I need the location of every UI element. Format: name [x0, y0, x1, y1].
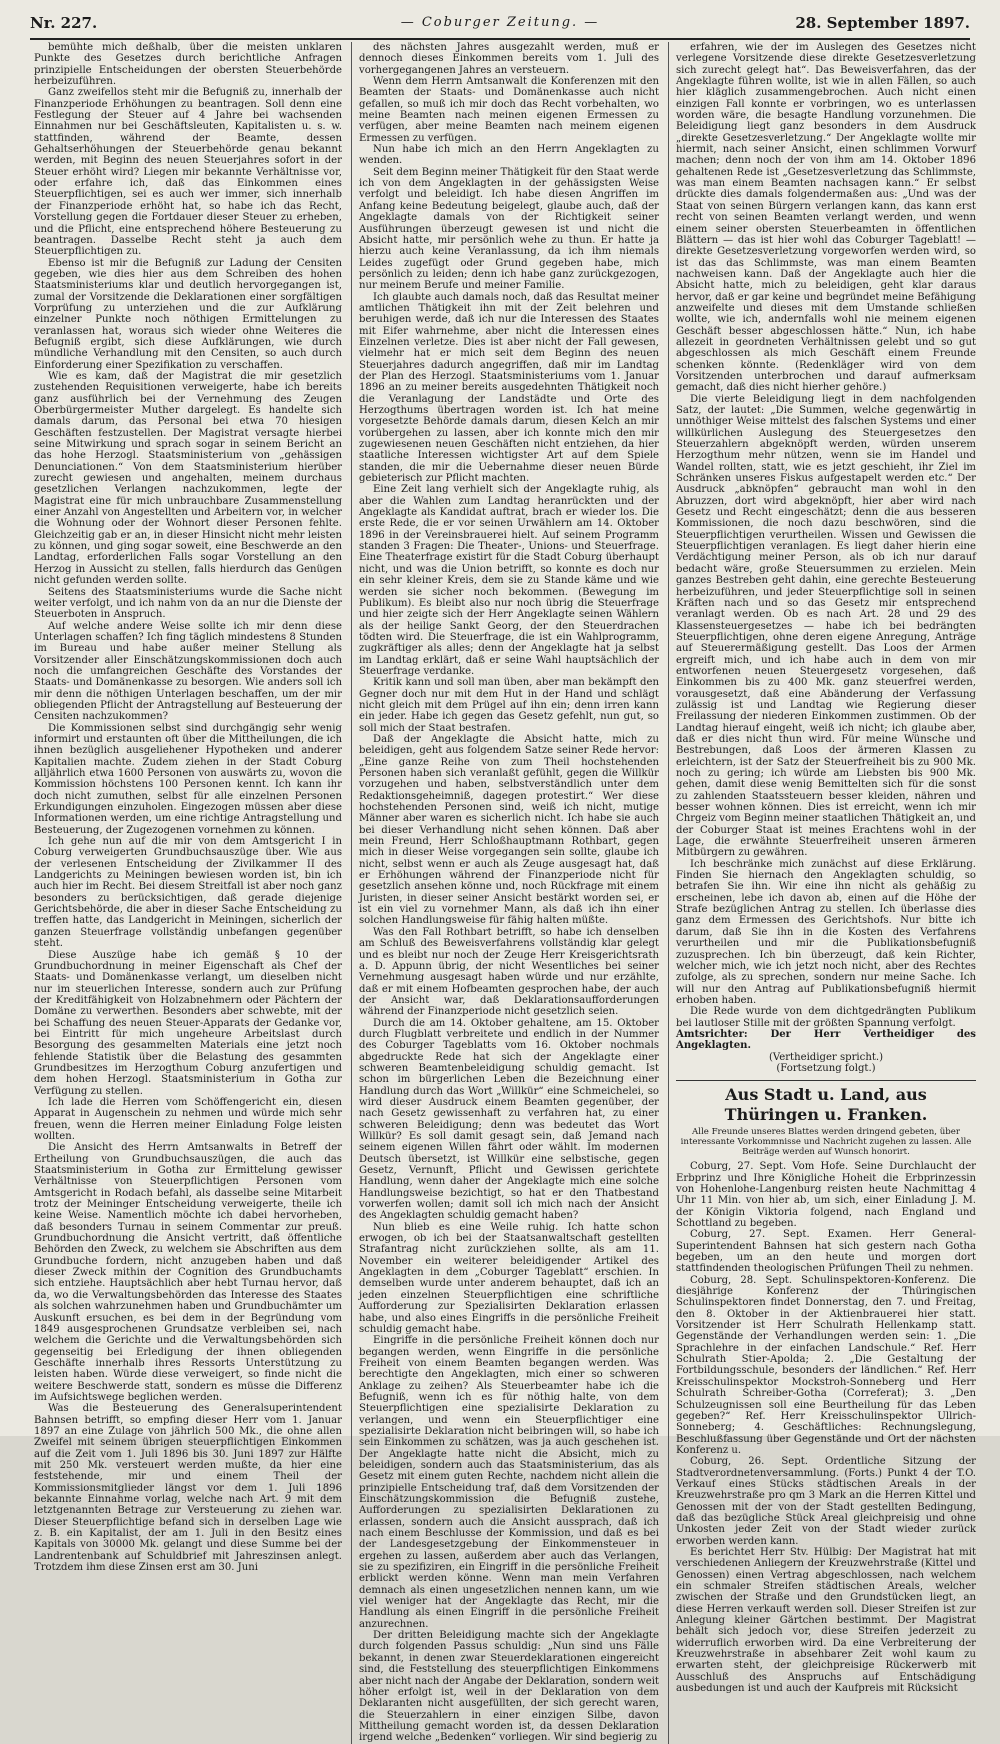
paragraph: Die vierte Beleidigung liegt in dem nachfolgenden Satz, der lautet: „Die Summen, welche gegenwärtig in unnöthiger Weise mittelst des falschen Systems und einer willkürlichen Auslegung des Steuergesetzes den Steuerzahlern abgeknöpft werden, würden unserem Herzogthum mehr nützen, wenn sie im Handel und Wandel rollten, statt, wie es jetzt geschieht, ihr Ziel im Schränken unseres Fiskus aufgestapelt werden etc.“ Der Ausdruck „abknöpfen“ gebraucht man wohl in den Abruzzen, dort wird abgeknöpft, hier aber wird nach Gesetz und Recht eingeschätzt; denn die aus besseren Kommissionen, die noch dazu beschwören, sind die Steuerpflichtigen verurtheilen. Wissen und Gewissen die Steuerpflichtigen veranlagen. Es liegt daher hierin eine Verdächtigung meiner Person, als ob ich nur darauf bedacht wäre, große Steuersummen zu erzielen. Mein ganzes Bestreben geht dahin, eine gerechte Besteuerung herbeizuführen, und jeder Steuerpflichtige soll in seinen Kräften nach und so das Gesetz mir entsprechend veranlagt werden. Ob es nach Art. 28 und 29 des Klassensteuergesetzes — habe ich bei bedrängten Steuerpflichtigen, ohne deren eigene Anregung, Anträge auf Steuerermäßigung gestellt. Das Loos der Armen ergreift mich, und ich habe auch in dem von mir entworfenen neuen Steuergesetz vorgesehen, daß Einkommen bis zu 400 Mk. ganz steuerfrei werden, vorausgesetzt, daß eine Abänderung der Verfassung zulässig ist und Landtag wie Regierung dieser Freilassung der niederen Einkommen zustimmen. Ob der Landtag hierauf eingeht, weiß ich nicht; ich glaube aber, daß er dies nicht thun wird. Für meine Wünsche und Bestrebungen, daß Loos der ärmeren Klassen zu erleichtern, ist der Satz der Steuerfreiheit bis zu 900 Mk. noch zu gering; ich würde am Liebsten bis 900 Mk. gehen, damit diese wenig Bemittelten sich für die sonst zu zahlenden Staatssteuern besser kleiden, nähren und besser wohnen können. Dies ist erreicht, wenn ich mir Chrgeiz vom Beginn meiner staatlichen Thätigkeit an, und der Coburger Staat ist meines Erachtens wohl in der Lage, die erwähnte Steuerfreiheit unseren ärmeren Mitbürgern zu gewähren. — [676, 393, 976, 859]
paragraph: Was den Fall Rothbart betrifft, so habe ich denselben am Schluß des Beweisverfahrens vollständig klar gelegt und es bleibt nur noch der Zeuge Herr Kreisgerichtsrath a. D. Appunn übrig, der nicht Wesentliches bei seiner Vernehmung ausgesagt haben würde und nur erzählte, daß er mit einem Hofbeamten gesprochen habe, der auch der Ansicht war, daß Deklarationsaufforderungen während der Finanzperiode nicht gesetzlich seien. — [359, 926, 659, 1018]
column-3 — [668, 42, 976, 1744]
paragraph: Ganz zweifellos steht mir die Befugniß zu, innerhalb der Finanzperiode Erhöhungen zu beantragen. Soll denn eine Festlegung der Steuer auf 4 Jahre bei wachsenden Einnahmen nur bei Geschäftsleuten, Kapitalisten u. s. w. stattfinden, während der Beamte, dessen Gehaltserhöhungen der Steuerbehörde genau bekannt werden, mit Beginn des neuen Steuerjahres sofort in der Steuer erhöht wird? Liegen mir bekannte Verhältnisse vor, oder erfahre ich, daß das Einkommen eines Steuerpflichtigen, sei es auch wer immer, sich innerhalb der Finanzperiode erhöht hat, so habe ich das Recht, Vorstellung gegen die Fortdauer dieser Steuer zu erheben, und die Pflicht, eine entsprechend höhere Besteuerung zu beantragen. Dasselbe Recht steht ja auch dem Steuerpflichtigen zu. — [34, 87, 342, 258]
paragraph: erfahren, wie der im Auslegen des Gesetzes nicht verlegene Vorsitzende diese direkte Gesetzesverletzung sich zurecht gelegt hat“. Das Beweisverfahren, das der Angeklagte führen wollte, ist wie in allen Fällen, so auch hier kläglich zusammengebrochen. Auch nicht einen einzigen Fall konnte er vorbringen, wo es unterlassen worden wäre, die besagte Handlung vorzunehmen. Die Beleidigung liegt ganz besonders in dem Ausdruck „direkte Gesetzesverletzung.“ Der Angeklagte wollte mir hiermit, nach seiner Ansicht, einen schlimmen Vorwurf machen; denn noch der von ihm am 14. Oktober 1896 gehaltenen Rede ist „Gesetzesverletzung das Schlimmste, was man einem Beamten nachsagen kann.“ Er selbst drückte dies damals folgendermaßen aus: „Und was der Staat von seinen Bürgern verlangen kann, das kann erst recht von seinen Beamten verlangt werden, und wenn einem seiner obersten Steuerbeamten in öffentlichen Blättern — das ist hier wohl das Coburger Tageblatt! — direkte Gesetzesverletzung vorgeworfen werden wird, so ist das das Schlimmste, was man einem Beamten nachweisen kann. Daß der Angeklagte auch hier die Absicht hatte, mich zu beleidigen, geht klar daraus hervor, daß er gar keine und begründet meine Befähigung anzweifelte und dieses mit dem Umstande schließen wollte, wie ich, andernfalls wohl nie meinem eigenen Geschäft besser abgeschlossen hätte.“ Nun, ich habe allezeit in geordneten Verhältnissen gelebt und so gut abgeschlossen als mich Geschäft einem Freunde schenken könnte. (Redenkläger wird von dem Vorsitzenden unterbrochen und darauf aufmerksam gemacht, daß dies nicht hierher gehöre.) — [676, 42, 976, 394]
columns — [34, 42, 976, 1744]
continued-line: (Fortsetzung folgt.) — [776, 1062, 876, 1074]
paragraph: Wenn dem Herrn Amtsanwalt die Konferenzen mit den Beamten der Staats- und Domänenkasse auch nicht gefallen, so muß ich mir doch das Recht vorbehalten, wo meine Beamten nach meinen eigenen Ermessen zu verfügen, aber meine Beamten nach meinem eigenen Ermessen zu verfügen. — [359, 76, 659, 144]
paragraph: Die Rede wurde von dem dichtgedrängten Publikum bei lautloser Stille mit der größten Spannung verfolgt. — [676, 1006, 976, 1029]
paragraph: Seitens des Staatsministeriums wurde die Sache nicht weiter verfolgt, und ich nahm von da an nur die Dienste der Steuerboten in Anspruch. — [34, 586, 342, 621]
paragraph: Coburg, 27. Sept. Vom Hofe. Seine Durchlaucht der Erbprinz und Ihre Königliche Hoheit die Erbprinzessin von Hohenlohe-Langenburg reisten heute Nachmittag 4 Uhr 11 Min. von hier ab, um sich, einer Einladung J. M. der Königin Viktoria folgend, nach England und Schottland zu begeben. — [676, 1161, 976, 1229]
local-news — [676, 1161, 976, 1694]
issue-date: 28. September 1897. — [795, 14, 970, 32]
paragraph: Seit dem Beginn meiner Thätigkeit für den Staat werde ich von dem Angeklagten in der gehässigsten Weise verfolgt und beleidigt. Ich habe diesen Angriffen im Anfang keine Bedeutung beigelegt, glaube auch, daß der Angeklagte damals von der Richtigkeit seiner Ausführungen überzeugt gewesen ist und nicht die Absicht hatte, mir persönlich wehe zu thun. Er hatte ja hierzu auch keine Veranlassung, da ich ihm niemals Leides zugefügt oder Grund gegeben habe, mich persönlich zu leiden; denn ich habe ganz zurückgezogen, nur meinem Berufe und meiner Familie. — [359, 166, 659, 292]
section-heading: Aus Stadt u. Land, aus Thüringen u. Franken. — [676, 1080, 976, 1125]
paragraph: des nächsten Jahres ausgezahlt werden, muß er dennoch dieses Einkommen bereits vom 1. Juli des vorhergegangenen Jahres an versteuern. — [359, 42, 659, 76]
paragraph: Eine Zeit lang verhielt sich der Angeklagte ruhig, als aber die Wahlen zum Landtag heranrückten und der Angeklagte als Kandidat auftrat, brach er wieder los. Die erste Rede, die er vor seinen Urwählern am 14. Oktober 1896 in der Vereinsbrauerei hielt. Auf seinem Programm standen 3 Fragen: Die Theater-, Unions- und Steuerfrage. Eine Theaterfrage existirt für die Stadt Coburg überhaupt nicht, und was die Union betrifft, so konnte es doch nur ein sehr kleiner Kreis, dem sie zu Stande käme und wie werden sie sicher noch bekommen. (Bewegung im Publikum). Es bleibt also nur noch übrig die Steuerfrage und hier zeigte sich der Herr Angeklagte seinen Wählern als der heilige Sankt Georg, der den Steuerdrachen tödten wird. Die Steuerfrage, die ist ein Wahlprogramm, zugkräftiger als alles; denn der Angeklagte hat ja selbst im Landtag erklärt, daß er seine Wahl hauptsächlich der Steuerfrage verdanke. — [359, 484, 659, 677]
paragraph: Coburg, 28. Sept. Schulinspektoren-Konferenz. Die diesjährige Konferenz der Thüringischen Schulinspektoren findet Donnerstag, den 7. und Freitag, den 8. Oktober in der Aktienbrauerei hier statt. Vorsitzender ist Herr Schulrath Hellenkamp statt. Gegenstände der Verhandlungen werden sein: 1. „Die Sprachlehre in der einfachen Landschule.“ Ref. Herr Schulrath Stier-Apolda; 2. „Die Gestaltung der Fortbildungsschule, besonders der ländlichen.“ Ref. Herr Kreisschulinspektor Mockstroh-Sonneberg und Herr Schulrath Schreiber-Gotha (Correferat); 3. „Den Schulzeugnissen soll eine Beurtheilung für das Leben gegeben?“ Ref. Herr Kreisschulinspektor Ullrich-Sonneberg; 4. Geschäftliches: Rechnungslegung, Beschlußfassung über Gegenstände und Ort der nächsten Konferenz u. — [676, 1274, 976, 1456]
paragraph: Wie es kam, daß der Magistrat die mir gesetzlich zustehenden Requisitionen verweigerte, habe ich bereits ganz ausführlich bei der Vernehmung des Zeugen Oberbürgermeister Muther dargelegt. Es handelte sich damals darum, das Personal bei etwa 70 hiesigen Geschäften festzustellen. Der Magistrat versagte hierbei seine Mitwirkung und sprach sogar in seinem Bericht an das hohe Herzogl. Staatsministerium von „gehässigen Denunciationen.“ Von dem Staatsministerium hierüber zurecht gewiesen und angehalten, meinem durchaus gesetzlichen Verlangen nachzukommen, legte der Magistrat eine für mich unbrauchbare Zusammenstellung einer Anzahl von Angestellten und Arbeitern vor, in welcher die Wohnung oder der Wohnort dieser Personen fehlte. Gleichzeitig gab er an, in dieser Hinsicht nicht mehr leisten zu können, und ging sogar soweit, eine Beschwerde an den Landtag, erforderlichen Falls sogar Vorstellung an den Herzog in Aussicht zu stellen, falls hierdurch das Genügen nicht gefunden werden sollte. — [34, 370, 342, 587]
paragraph: Eingriffe in die persönliche Freiheit können doch nur begangen werden, wenn Eingriffe in die persönliche Freiheit von einem Beamten begangen werden. Was berechtigte den Angeklagten, mich einer so schweren Anklage zu zeihen? Als Steuerbeamter habe ich die Befugniß, wenn ich es für nöthig halte, von dem Steuerpflichtigen eine spezialisirte Deklaration zu verlangen, und wenn ein Steuerpflichtiger eine spezialisirte Deklaration nicht beibringen will, so habe ich sein Einkommen zu schätzen, was ja auch geschehen ist. Der Angeklagte hatte nicht die Absicht, mich zu beleidigen, sondern auch das Staatsministerium, das als Gesetz mit einem guten Rechte, nachdem nicht allein die prinzipielle Entscheidung traf, daß dem Vorsitzenden der Einschätzungskommission die Befugniß zustehe, Aufforderungen zu spezialisirten Deklarationen zu erlassen, sondern auch die Ansicht aussprach, daß ich nach einem Beschlusse der Kommission, und daß es bei der Landesgesetzgebung der Einkommensteuer in ergehen zu lassen, außerdem aber auch das Verlangen, sie zu spezifiziren, ein Eingriff in die persönliche Freiheit erblickt werden könne. Wenn man mein Verfahren demnach als einen ungesetzlichen nennen kann, um wie viel weniger hat der Angeklagte das Recht, mir die Handlung als einen Eingriff in die persönliche Freiheit anzurechnen. — [359, 1335, 659, 1630]
column-1 — [34, 42, 342, 1744]
paragraph: Daß der Angeklagte die Absicht hatte, mich zu beleidigen, geht aus folgendem Satze seiner Rede hervor: „Eine ganze Reihe von zum Theil hochstehenden Personen haben sich veranlaßt gefühlt, gegen die Willkür vorzugehen und haben, selbstverständlich unter dem Redaktionsgeheimniß, dagegen protestirt.“ Wer diese hochstehenden Personen sind, weiß ich nicht, mutige Männer aber waren es sicherlich nicht. Ich habe sie auch bei dieser Verhandlung nicht sehen können. Daß aber mein Freund, Herr Schloßhauptmann Rothbart, gegen mich in dieser Weise vorgegangen sein sollte, glaube ich nicht, selbst wenn er auch als Zeuge ausgesagt hat, daß er Erhöhungen während der Finanzperiode nicht für gesetzlich ansehen könne und, noch Rückfrage mit einem Juristen, in dieser seiner Ansicht bestärkt worden sei, er ist ein viel zu vornehmer Mann, als daß ich ihn einer solchen Handlungsweise für fähig halten müßte. — [359, 733, 659, 927]
column-2 — [351, 42, 659, 1744]
paragraph: Kritik kann und soll man üben, aber man bekämpft den Gegner doch nur mit dem Hut in der Hand und schlägt nicht gleich mit dem Prügel auf ihn ein; denn irren kann ein jeder. Habe ich gegen das Gesetz gefehlt, nun gut, so soll mich der Staat bestrafen. — [359, 677, 659, 734]
paragraph: Ich glaubte auch damals noch, daß das Resultat meiner amtlichen Thätigkeit ihn mit der Zeit belehren und beruhigen werde, daß ich nur die Interessen des Staates mit Eifer wahrnehme, aber nicht die Interessen eines Einzelnen verletze. Dies ist aber nicht der Fall gewesen, vielmehr hat er mich seit dem Beginn des neuen Steuerjahres dadurch angegriffen, daß mir im Landtag der Plan des Herzogl. Staatsministeriums vom 1. Januar 1896 an zu meiner bereits ausgedehnten Thätigkeit noch die Veranlagung der Landstädte und Orte des Herzogthums übertragen worden ist. Ich hat meine vorgesetzte Behörde damals darum, diesen Kelch an mir vorübergehen zu lassen, aber ich konnte mich den mir zugewiesenen neuen Geschäften nicht entziehen, da hier staatliche Interessen wichtigster Art auf dem Spiele standen, die mir die Uebernahme dieser neuen Bürde gebieterisch zur Pflicht machten. — [359, 291, 659, 485]
paragraph: Was die Besteuerung des Generalsuperintendent Bahnsen betrifft, so empfing dieser Herr vom 1. Januar 1897 an eine Zulage von jährlich 500 Mk., die ohne allen Zweifel mit seinem übrigen steuerpflichtigen Einkommen auf die Zeit vom 1. Juli 1896 bis 30. Juni 1897 zur Hälfte mit 250 Mk. versteuert werden mußte, da hier eine feststehende, mir und einem Theil der Kommissionsmitglieder längst vor dem 1. Juli 1896 bekannte Einnahme vorlag, welche nach Art. 9 mit dem letztgenannten Betrage zur Versteuerung zu ziehen war. Dieser Steuerpflichtige befand sich in derselben Lage wie z. B. ein Kapitalist, der am 1. Juli in den Besitz eines Kapitals von 30000 Mk. gelangt und diese Summe bei der Landrentenbank auf Schuldbrief mit Jahreszinsen anlegt. Trotzdem ihm diese Zinsen erst am 30. Juni — [34, 1403, 342, 1574]
paragraph: Der dritten Beleidigung machte sich der Angeklagte durch folgenden Passus schuldig: „Nun sind uns Fälle bekannt, in denen zwar Steuerdeklarationen eingereicht sind, die Feststellung des steuerpflichtigen Einkommens aber nicht nach der Angabe der Deklaration, sondern weit höher erfolgt ist, weil in der Deklaration von dem Deklaranten nicht ausgefüllten, der sich gerecht waren, die Steuerzahlern in einer einzigen Silbe, davon Mittheilung gemacht worden ist, da dessen Deklaration irgend welche „Bedenken“ vorliegen. Wir sind begierig zu — [359, 1630, 659, 1744]
paragraph: Durch die am 14. Oktober gehaltene, am 15. Oktober durch Flugblatt verbreitete und endlich in der Nummer des Coburger Tageblatts vom 16. Oktober nochmals abgedruckte Rede hat sich der Angeklagte einer schweren Beamtenbeleidigung schuldig gemacht. Ist schon im bürgerlichen Leben die Bezeichnung einer Handlung durch das Wort „Willkür“ eine Schmeichelei, so wird dieser Ausdruck einem Beamten gegenüber, der nach Gesetz gewissenhaft zu verfahren hat, zu einer schweren Beleidigung; denn was bedeutet das Wort Willkür? Es soll damit gesagt sein, daß Jemand nach seinem eigenen Willen fährt oder wählt. Im modernen Deutsch übersetzt, ist Willkür eine selbstische, gegen Gesetz, Vernunft, Pflicht und Gewissen gerichtete Handlung, wenn daher der Angeklagte mich eine solche Handlungsweise bezichtigt, so hat er den Thatbestand vorwerfen wollen; damit soll ich mich nach der Ansicht des Angeklagten schuldig gemacht haben? — [359, 1017, 659, 1222]
section-note: Alle Freunde unseres Blattes werden dringend gebeten, über interessante Vorkommnisse und Nachricht zugehen zu lassen. Alle Beiträge werden auf Wunsch honorirt. — [680, 1127, 972, 1158]
paragraph: Ich lade die Herren vom Schöffengericht ein, diesen Apparat in Augenschein zu nehmen und würde mich sehr freuen, wenn die Herren meiner Einladung Folge leisten wollten. — [34, 1096, 342, 1142]
newspaper-title: — Coburger Zeitung. — — [400, 15, 600, 30]
masthead — [30, 10, 970, 40]
paragraph: bemühte mich deßhalb, über die meisten unklaren Punkte des Gesetzes durch berichtliche Anfragen prinzipielle Entscheidungen der obersten Steuerbehörde herbeizuführen. — [34, 42, 342, 88]
court-line: Amtsrichter: Der Herr Vertheidiger des Angeklagten. — [676, 1028, 976, 1052]
paragraph: Nun habe ich mich an den Herrn Angeklagten zu wenden. — [359, 144, 659, 167]
issue-number: Nr. 227. — [30, 14, 98, 32]
paragraph: Die Kommissionen selbst sind durchgängig sehr wenig informirt und erstaunten oft über die Mittheilungen, die ich ihnen bezüglich ausgeliehener Hypotheken und anderer Kapitalien machte. Zudem ziehen in der Stadt Coburg alljährlich etwa 1600 Personen von auswärts zu, wovon die Kommission höchstens 100 Personen kennt. Ich kann ihr doch nicht zumuthen, selbst für alle einzelnen Personen Erkundigungen einzuholen. Eingezogen müssen aber diese Informationen werden, um eine richtige Antragstellung und Besteuerung, der Zugezogenen vornehmen zu können. — [34, 722, 342, 836]
paragraph: Ich beschränke mich zunächst auf diese Erklärung. Finden Sie hiernach den Angeklagten schuldig, so betrafen Sie ihn. Wir eine ihn nicht als gehäßig zu erscheinen, lebe ich davon ab, einen auf die Höhe der Strafe bezüglichen Antrag zu stellen. Ich überlasse dies ganz dem Ermessen des Gerichtshofs. Nur bitte ich darum, daß Sie ihn in die Kosten des Verfahrens verurtheilen und mir die Publikationsbefugniß zuzusprechen. Ich bin überzeugt, daß kein Richter, welcher mich, wie ich jetzt noch nicht, aber des Rechtes zufolge, als zu sprechen, sondern nur meine Sache. Ich will nur den Antrag auf Publikationsbefugniß hiermit erhoben haben. — [676, 858, 976, 1006]
paragraph: Auf welche andere Weise sollte ich mir denn diese Unterlagen schaffen? Ich fing täglich mindestens 8 Stunden im Bureau und habe außer meiner Stellung als Vorsitzender aller Einschätzungskommissionen doch auch noch die umfangreichen Geschäfte des Vorstandes der Staats- und Domänenkasse zu besorgen. Wie anders soll ich mir denn die nöthigen Unterlagen beschaffen, um der mir obliegenden Pflicht der Antragstellung auf Besteuerung der Censiten nachzukommen? — [34, 620, 342, 723]
column-3-article — [676, 42, 976, 1029]
paragraph: Diese Auszüge habe ich gemäß § 10 der Grundbuchordnung in meiner Eigenschaft als Chef der Staats- und Domänenkasse verlangt, um dieselben nicht nur im steuerlichen Interesse, sondern auch zur Prüfung der Kreditfähigkeit von Holzabnehmern oder Pächtern der Domäne zu verwerthen. Besonders aber schwebte, mit der bei Schaffung des neuen Steuer-Apparats der Gedanke vor, bei Eintritt für mich ungeheure Arbeitslast durch Besorgung des gesammelten Materials eine jetzt noch fehlende Statistik über die Belastung des gesammten Grundbesitzes im Herzogthum Coburg anzufertigen und dem hohen Herzogl. Staatsministerium in Gotha zur Verfügung zu stellen. — [34, 949, 342, 1097]
paragraph: Ebenso ist mir die Befugniß zur Ladung der Censiten gegeben, wie dies hier aus dem Schreiben des hohen Staatsministeriums klar und deutlich hervorgegangen ist, zumal der Vorsitzende die Deklarationen einer sorgfältigen Vorprüfung zu unterziehen und die zur Aufklärung einzelner Punkte noch nöthigen Ermittelungen zu veranlassen hat, woraus sich wieder ohne Weiteres die Befugniß ergibt, sich diese Aufklärungen, wie durch mündliche Verhandlung mit den Censiten, so auch durch Einforderung einer Spezifikation zu verschaffen. — [34, 257, 342, 371]
paragraph: Die Ansicht des Herrn Amtsanwalts in Betreff der Ertheilung von Grundbuchsauszügen, die auch das Staatsministerium in Gotha zur Ermittelung gewisser Verhältnisse von Steuerpflichtigen Personen vom Amtsgericht in Rodach befahl, als dasselbe seine Mitarbeit trotz der Meininger Entscheidung verweigerte, theile ich keine Weise. Namentlich möchte ich dabei hervorheben, daß besonders Turnau in seinem Commentar zur preuß. Grundbuchordnung die Ansicht vertritt, daß öffentliche Behörden den Zweck, zu welchem sie Abschriften aus dem Grundbuche fordern, nicht anzugeben haben und daß dieser Zweck mithin der Cognition des Grundbuchamts sich entziehe. Hauptsächlich aber hebt Turnau hervor, daß da, wo die Verwaltungsbehörden das Interesse des Staates als solchen wahrzunehmen haben und Grundbuchämter um Auskunft ersuchen, es bei dem in der Begründung vom 1849 ausgesprochenen Grundsatze verbleiben sei, nach welchem die Gerichte und die Verwaltungsbehörden sich gegenseitig bei Erledigung der ihnen obliegenden Geschäfte innerhalb ihres Ressorts Unterstützung zu leisten haben. Würde diese verweigert, so finde nicht die weitere Beschwerde statt, sondern es müsse die Differenz im Aufsichtswege beglichen werden. — [34, 1142, 342, 1403]
defender-line: (Vertheidiger spricht.) — [768, 1051, 884, 1063]
paragraph: Coburg, 27. Sept. Examen. Herr General-Superintendent Bahnsen hat sich gestern nach Gotha begeben, um an den heute und morgen dort stattfindenden theologischen Prüfungen Theil zu nehmen. — [676, 1229, 976, 1275]
paragraph: Es berichtet Herr Stv. Hülbig: Der Magistrat hat mit verschiedenen Anliegern der Kreuzwehrstraße (Kittel und Genossen) einen Vertrag abgeschlossen, nach welchem ein schmaler Streifen städtischen Areals, welcher zwischen der Straße und den Grundstücken liegt, an diese Herren verkauft werden soll. Dieser Streifen ist zur Anlegung kleiner Gärtchen bestimmt. Der Magistrat behält sich jedoch vor, diese Streifen jederzeit zu widerruflich erworben wird. Da eine Verbreiterung der Kreuzwehrstraße in absehbarer Zeit wohl kaum zu erwarten steht, der gleichpreisige Rückerwerb mit Ausschluß des Anspruchs auf Entschädigung ausbedungen ist und auch der Kaufpreis mit Rücksicht — [676, 1546, 976, 1695]
paragraph: Ich gehe nun auf die mir von dem Amtsgericht I in Coburg verweigerten Grundbuchsauszüge über. Wie aus der verlesenen Entscheidung der Zivilkammer II des Landgerichts zu Meiningen bewiesen worden ist, bin ich auch hier im Recht. Bei diesem Streitfall ist aber noch ganz besonders zu berücksichtigen, daß gerade diejenige Gerichtsbehörde, die aber in dieser Sache Entscheidung zu treffen hatte, das Landgericht in Meiningen, sicherlich der ganzen Steuerfrage vollständig unbefangen gegenüber steht. — [34, 836, 342, 950]
paragraph: Nun blieb es eine Weile ruhig. Ich hatte schon erwogen, ob ich bei der Staatsanwaltschaft gestellten Strafantrag nicht zurückziehen sollte, als am 11. November ein weiterer beleidigender Artikel des Angeklagten in dem „Coburger Tageblatt“ erschien. In demselben wurde unter anderem behauptet, daß ich an jeden einzelnen Steuerpflichtigen eine schriftliche Aufforderung zur Spezialisirten Deklaration erlassen habe, und also eines Eingriffs in die persönliche Freiheit schuldig gemacht habe. — [359, 1221, 659, 1335]
paragraph: Coburg, 26. Sept. Ordentliche Sitzung der Stadtverordnetenversammlung. (Forts.) Punkt 4 der T.O. Verkauf eines Stücks städtischen Areals in der Kreuzwehrstraße pro qm 3 Mark an die Herren Kittel und Genossen mit der von der Stadt gestellten Bedingung, daß das bezügliche Stück Areal gleichpreisig und ohne Unkosten jeder Zeit von der Stadt wieder zurück erworben werden kann. — [676, 1456, 976, 1547]
